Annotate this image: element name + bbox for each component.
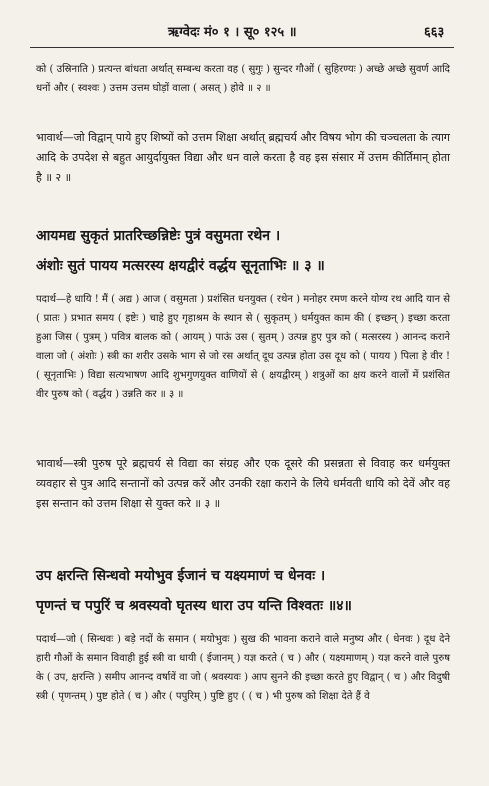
mantra-4-line-1: उप क्षरन्ति सिन्धवो मयोभुव ईजानं च यक्ष्यमाणं च धेनवः । xyxy=(36,568,326,584)
padartha-continuation: को ( उस्रिनाति ) प्रत्यन्त बांधता अर्थात् सम्बन्ध करता वह ( सुगुः ) सुन्दर गौओं ( सुहिरण्यः ) अच्छे अच्छे सुवर्ण आदि धनों और ( स्वश्वः ) उत्तम उत्तम घोड़ों वाला ( असत् ) होवे ॥ २ ॥ xyxy=(36,64,450,94)
bhavartha-2: भावार्थ—जो विद्वान् पाये हुए शिष्यों को उत्तम शिक्षा अर्थात् ब्रह्मचर्य और विषय भोग की चञ्चलता के त्याग आदि के उपदेश से बहुत आयुर्दायुक्त विद्या और धन वाले करता है वह इस संसार में उत्तम कीर्तिमान् होता है ॥ २ ॥ xyxy=(36,131,450,184)
mantra-4-line-2: पृणन्तं च पपुरिं च श्रवस्यवो घृतस्य धारा उप यन्ति विश्वतः ॥४॥ xyxy=(36,598,352,614)
page-header xyxy=(0,22,489,44)
padartha-4: पदार्थ—जो ( सिन्धवः ) बड़े नदों के समान ( मयोभुवः ) सुख की भावना कराने वाले मनुष्य और ( धेनवः ) दूध देने हारी गौओं के समान विवाही हुई स्त्री वा धायी ( ईजानम् ) यज्ञ करते ( च ) और ( यक्ष्यमाणम् ) यज्ञ करने वाले पुरुष के ( उप, क्षरन्ति ) समीप आनन्द वर्षावें वा जो ( श्रवस्यवः ) आप सुनने की इच्छा करते हुए विद्वान् ( च ) और विदुषी स्त्री ( पृणन्तम् ) पुष्ट होते ( च ) और ( पपुरिम् ) पुष्टि हुए ( ( च ) भी पुरुष को शिक्षा देते हैं वे xyxy=(36,634,450,702)
mantra-3-line-1: आयमद्य सुकृतं प्रातरिच्छन्निष्टेः पुत्रं वसुमता रथेन । xyxy=(36,228,281,244)
header-rule xyxy=(30,47,454,48)
bhavartha-3: भावार्थ—स्त्री पुरुष पूरे ब्रह्मचर्य से विद्या का संग्रह और एक दूसरे की प्रसन्नता से विवाह कर धर्मयुक्त व्यवहार से पुत्र आदि सन्तानों को उत्पन्न करें और उनकी रक्षा कराने के लिये धर्मवती धायि को देवें और वह इस सन्तान को उत्तम शिक्षा से युक्त करे ॥ ३ ॥ xyxy=(36,457,450,510)
page-number: ६६३ xyxy=(424,25,445,40)
padartha-3: पदार्थ—हे धायि ! मैं ( अद्य ) आज ( वसुमता ) प्रशंसित धनयुक्त ( रथेन ) मनोहर रमण करने योग्य रथ आदि यान से ( प्रातः ) प्रभात समय ( इष्टेः ) चाहे हुए गृहाश्रम के स्थान से ( सुकृतम् ) धर्मयुक्त काम की ( इच्छन् ) इच्छा करता हुआ जिस ( पुत्रम् ) पवित्र बालक को ( आयम् ) पाऊं उस ( सुतम् ) उत्पन्न हुए पुत्र को ( मत्सरस्य ) आनन्द कराने वाला जो ( अंशोः ) स्त्री का शरीर उसके भाग से जो रस अर्थात् दूध उत्पन्न होता उस दूध को ( पायय ) पिला हे वीर ! ( सूनृताभिः ) विद्या सत्यभाषण आदि शुभगुणयुक्त वाणियों से ( क्षयद्वीरम् ) शत्रुओं का क्षय करने वालों में प्रशंसित वीर पुरुष को ( वर्द्धय ) उन्नति कर ॥ ३ ॥ xyxy=(36,294,450,400)
running-title: ऋग्वेदः मं० १ । सू० १२५ ॥ xyxy=(168,25,297,40)
mantra-3-line-2: अंशोः सुतं पायय मत्सरस्य क्षयद्वीरं वर्द्धय सूनृताभिः ॥ ३ ॥ xyxy=(36,258,325,274)
